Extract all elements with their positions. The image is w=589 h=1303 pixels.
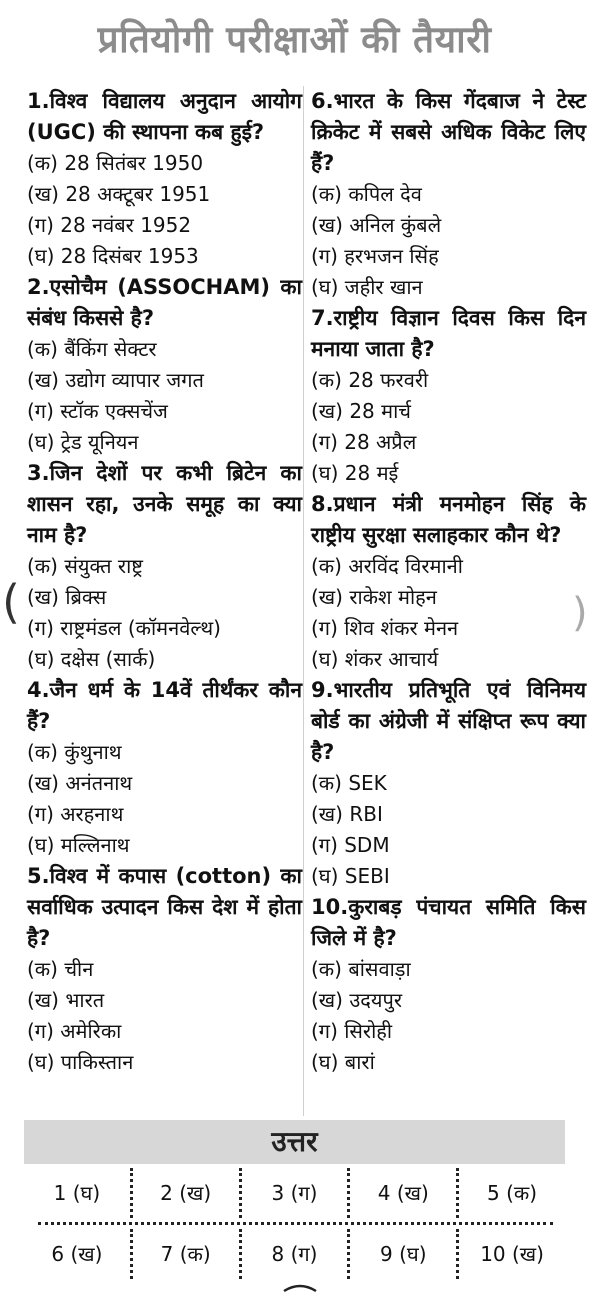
left-bracket-mark: ( bbox=[2, 575, 20, 629]
answer-row bbox=[24, 1229, 565, 1279]
answer-item: 7 (क) bbox=[130, 1229, 239, 1279]
answer-item: 5 (क) bbox=[456, 1168, 565, 1218]
question-block bbox=[27, 675, 302, 861]
option: (ग) राष्ट्रमंडल (कॉमनवेल्थ) bbox=[27, 616, 221, 640]
question-text: 10.कुराबड़ पंचायत समिति किस जिले में है? bbox=[311, 895, 586, 950]
option: (ख) भारत bbox=[27, 988, 105, 1012]
answer-item: 8 (ग) bbox=[239, 1229, 348, 1279]
option: (ख) अनंतनाथ bbox=[27, 771, 133, 795]
question-block bbox=[311, 489, 586, 675]
option: (क) 28 सितंबर 1950 bbox=[27, 151, 204, 175]
option: (ग) SDM bbox=[311, 833, 390, 857]
option: (घ) 28 मई bbox=[311, 461, 399, 485]
option: (ख) 28 अक्टूबर 1951 bbox=[27, 182, 211, 206]
question-text: 1.विश्व विद्यालय अनुदान आयोग (UGC) की स्थापना कब हुई? bbox=[27, 89, 302, 144]
question-block bbox=[311, 892, 586, 1078]
answer-item: 9 (घ) bbox=[347, 1229, 456, 1279]
question-block bbox=[27, 861, 302, 1078]
option: (ग) सिरोही bbox=[311, 1019, 393, 1043]
right-bracket-mark: ) bbox=[572, 590, 588, 636]
option: (ग) अमेरिका bbox=[27, 1019, 122, 1043]
option: (ख) राकेश मोहन bbox=[311, 585, 437, 609]
option: (क) अरविंद विरमानी bbox=[311, 554, 463, 578]
option: (घ) शंकर आचार्य bbox=[311, 647, 439, 671]
question-text: 9.भारतीय प्रतिभूति एवं विनिमय बोर्ड का अंग्रेजी में संक्षिप्त रूप क्या है? bbox=[311, 678, 586, 764]
question-text: 6.भारत के किस गेंदबाज ने टेस्ट क्रिकेट में सबसे अधिक विकेट लिए हैं? bbox=[311, 89, 586, 175]
question-text: 5.विश्व में कपास (cotton) का सर्वाधिक उत्पादन किस देश में होता है? bbox=[27, 864, 302, 950]
option: (क) संयुक्त राष्ट्र bbox=[27, 554, 143, 578]
option: (क) SEK bbox=[311, 771, 387, 795]
option: (ग) 28 अप्रैल bbox=[311, 430, 417, 454]
answer-item: 10 (ख) bbox=[456, 1229, 565, 1279]
answer-item: 1 (घ) bbox=[53, 1181, 101, 1205]
question-block bbox=[311, 675, 586, 892]
option: (क) कुंथुनाथ bbox=[27, 740, 122, 764]
question-block bbox=[311, 303, 586, 489]
question-text: 2.एसोचैम (ASSOCHAM) का संबंध किससे है? bbox=[27, 275, 302, 330]
option: (ग) हरभजन सिंह bbox=[311, 244, 439, 268]
answer-row bbox=[24, 1168, 565, 1218]
option: (ग) 28 नवंबर 1952 bbox=[27, 213, 192, 237]
answer-item: 4 (ख) bbox=[347, 1168, 456, 1218]
option: (घ) ट्रेड यूनियन bbox=[27, 430, 139, 454]
option: (ग) स्टॉक एक्सचेंज bbox=[27, 399, 168, 423]
option: (घ) जहीर खान bbox=[311, 275, 423, 299]
question-block bbox=[311, 86, 586, 303]
option: (घ) मल्लिनाथ bbox=[27, 833, 130, 857]
option: (ख) ब्रिक्स bbox=[27, 585, 107, 609]
option: (ख) RBI bbox=[311, 802, 383, 826]
option: (क) चीन bbox=[27, 957, 94, 981]
answer-item: 3 (ग) bbox=[239, 1168, 348, 1218]
question-block bbox=[27, 272, 302, 458]
option: (ख) उद्योग व्यापार जगत bbox=[27, 368, 204, 392]
option: (ख) अनिल कुंबले bbox=[311, 213, 442, 237]
question-text: 3.जिन देशों पर कभी ब्रिटेन का शासन रहा, उनके समूह का क्या नाम है? bbox=[27, 461, 302, 547]
column-divider bbox=[303, 86, 304, 1116]
answer-row-separator bbox=[38, 1222, 553, 1225]
option: (क) बैंकिंग सेक्टर bbox=[27, 337, 157, 361]
option: (क) कपिल देव bbox=[311, 182, 422, 206]
bottom-ornament bbox=[282, 1283, 318, 1293]
option: (घ) 28 दिसंबर 1953 bbox=[27, 244, 199, 268]
option: (ग) अरहनाथ bbox=[27, 802, 124, 826]
question-text: 7.राष्ट्रीय विज्ञान दिवस किस दिन मनाया जाता है? bbox=[311, 306, 586, 361]
option: (क) बांसवाड़ा bbox=[311, 957, 411, 981]
page-title: प्रतियोगी परीक्षाओं की तैयारी bbox=[97, 18, 492, 61]
questions-left-column bbox=[27, 86, 302, 1078]
option: (घ) दक्षेस (सार्क) bbox=[27, 647, 156, 671]
question-block bbox=[27, 458, 302, 675]
answer-item: 6 (ख) bbox=[51, 1242, 103, 1266]
option: (ख) 28 मार्च bbox=[311, 399, 411, 423]
option: (घ) बारां bbox=[311, 1050, 375, 1074]
question-block bbox=[27, 86, 302, 272]
question-text: 4.जैन धर्म के 14वें तीर्थंकर कौन हैं? bbox=[27, 678, 302, 733]
answer-key-header: उत्तर bbox=[24, 1120, 565, 1164]
option: (घ) पाकिस्तान bbox=[27, 1050, 134, 1074]
option: (ग) शिव शंकर मेनन bbox=[311, 616, 459, 640]
answer-item: 2 (ख) bbox=[130, 1168, 239, 1218]
option: (घ) SEBI bbox=[311, 864, 390, 888]
question-text: 8.प्रधान मंत्री मनमोहन सिंह के राष्ट्रीय सुरक्षा सलाहकार कौन थे? bbox=[311, 492, 586, 547]
option: (ख) उदयपुर bbox=[311, 988, 403, 1012]
questions-right-column bbox=[311, 86, 586, 1078]
option: (क) 28 फरवरी bbox=[311, 368, 429, 392]
